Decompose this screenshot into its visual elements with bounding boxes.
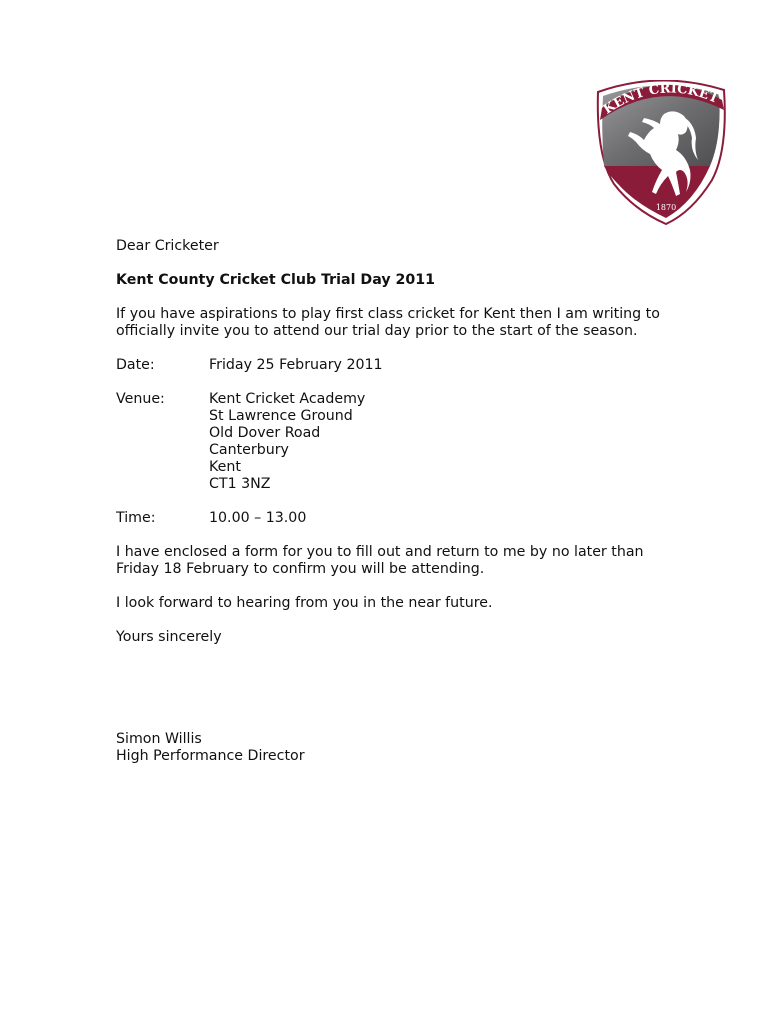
time-value: 10.00 – 13.00 xyxy=(209,510,307,526)
venue-line: Old Dover Road xyxy=(209,425,321,441)
form-paragraph: I have enclosed a form for you to fill out and return to me by no later than Friday 18 February to confirm you will be attending. xyxy=(116,544,644,577)
letter-body xyxy=(116,238,676,765)
signatory-name: Simon Willis xyxy=(116,731,202,747)
kent-cricket-logo xyxy=(594,80,728,226)
intro-paragraph: If you have aspirations to play first class cricket for Kent then I am writing to officially invite you to attend our trial day prior to the start of the season. xyxy=(116,306,660,339)
logo-banner-text: KENT CRICKET xyxy=(600,81,721,118)
date-row xyxy=(116,357,676,374)
venue-line: St Lawrence Ground xyxy=(209,408,353,424)
closing: Yours sincerely xyxy=(116,629,222,645)
salutation: Dear Cricketer xyxy=(116,238,219,254)
venue-label: Venue: xyxy=(116,391,165,407)
date-value: Friday 25 February 2011 xyxy=(209,357,383,373)
venue-line: Kent xyxy=(209,459,241,475)
date-label: Date: xyxy=(116,357,155,373)
signatory-title: High Performance Director xyxy=(116,748,305,764)
logo-year: 1870 xyxy=(655,203,677,212)
venue-row xyxy=(116,391,676,493)
forward-paragraph: I look forward to hearing from you in the near future. xyxy=(116,595,493,611)
venue-line: CT1 3NZ xyxy=(209,476,271,492)
venue-line: Canterbury xyxy=(209,442,289,458)
letter-subject: Kent County Cricket Club Trial Day 2011 xyxy=(116,272,436,288)
venue-address xyxy=(209,391,365,493)
time-row xyxy=(116,510,676,527)
venue-line: Kent Cricket Academy xyxy=(209,391,366,407)
time-label: Time: xyxy=(116,510,156,526)
